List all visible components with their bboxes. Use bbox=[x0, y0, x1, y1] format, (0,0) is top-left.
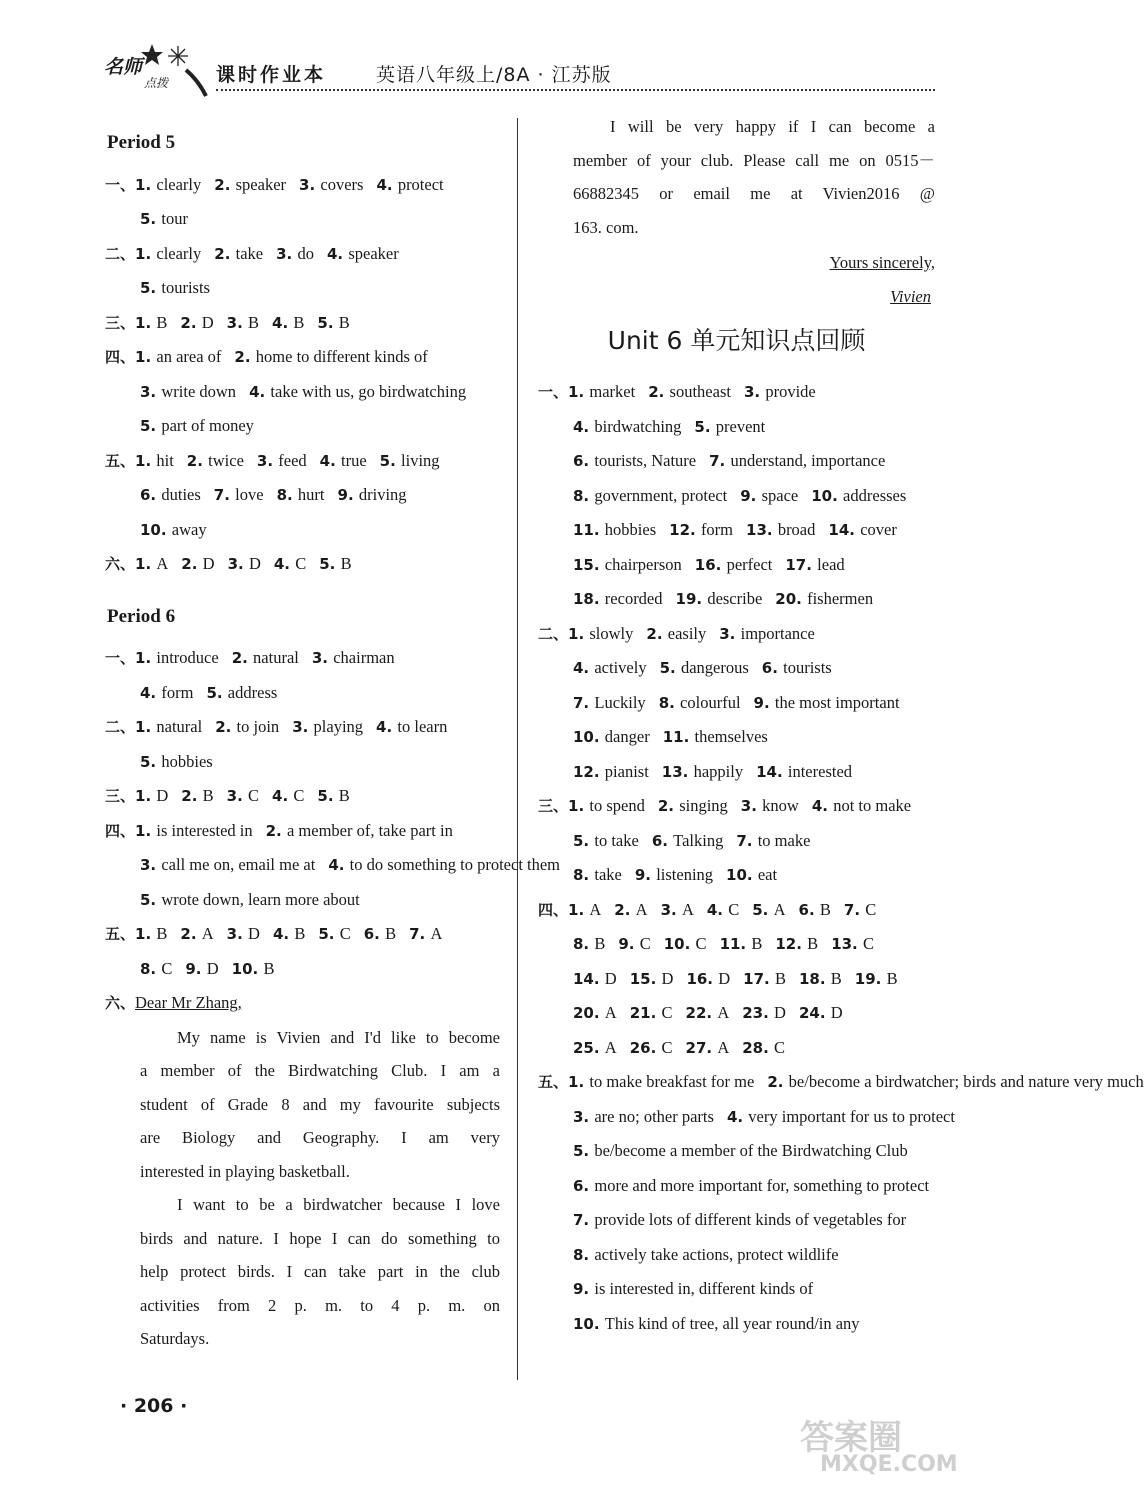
p6-section-5: 五、1. B 2. A 3. D 4. B 5. C 6. B 7. A 8. C 9. D 10. B bbox=[105, 924, 443, 978]
p6-section-2: 二、1. natural 2. to join 3. playing 4. to learn 5. hobbies bbox=[105, 717, 448, 771]
period-5-title: Period 5 bbox=[107, 132, 176, 153]
header-dotted-rule bbox=[216, 89, 935, 91]
letter-signature: Vivien bbox=[890, 286, 931, 306]
column-divider bbox=[517, 118, 518, 1380]
unit-6-review-title: Unit 6 单元知识点回顾 bbox=[607, 326, 866, 355]
p5-section-6: 六、1. A 2. D 3. D 4. C 5. B bbox=[105, 554, 352, 573]
letter-paragraph-2: I want to be a birdwatcher because I love birds and nature. I hope I can do something to help protect birds. I can take part in the club activities from 2 p. m. to 4 p. m. on Saturdays. bbox=[140, 1195, 500, 1348]
p5-section-3: 三、1. B 2. D 3. B 4. B 5. B bbox=[105, 312, 350, 332]
letter-paragraph-1: My name is Vivien and I'd like to become a member of the Birdwatching Club. I am a student of Grade 8 and my favourite subjects are Biology and Geography. I am very interested in playing basketball. bbox=[140, 1027, 500, 1181]
letter-salutation: Dear Mr Zhang, bbox=[135, 993, 242, 1012]
p6-section-3: 三、1. D 2. B 3. C 4. C 5. B bbox=[105, 786, 350, 805]
book-title: 英语八年级上/8A · 江苏版 bbox=[376, 64, 612, 86]
unit-section-4: 四、1. A 2. A 3. A 4. C 5. A 6. B 7. C 8. B 9. C 10. C 11. B 12. B 13. C 14. D 15. D 16. D 17. B 18. B 19. B 20. A 21. C 22. A 23. D 24. D 25. A 26. C 27. A 28. C bbox=[538, 899, 898, 1057]
p5-section-1: 一、1. clearly 2. speaker 3. covers 4. protect 5. tour bbox=[105, 174, 444, 228]
letter-closing: Yours sincerely, bbox=[829, 253, 935, 272]
p6-section-1: 一、1. introduce 2. natural 3. chairman 4. form 5. address bbox=[105, 648, 395, 702]
p6-section-4: 四、1. is interested in 2. a member of, take part in 3. call me on, email me at 4. to do something to protect them 5. wrote down, learn more about bbox=[105, 820, 561, 909]
unit-section-2: 二、1. slowly 2. easily 3. importance 4. actively 5. dangerous 6. tourists 7. Luckily 8. colourful 9. the most important 10. danger 11. themselves 12. pianist 13. happily 14. interested bbox=[538, 623, 900, 781]
p6-section-6-letter: 六、Dear Mr Zhang, My name is Vivien and I'd like to become a member of the Birdwatching Club. I am a student of Grade 8 and my favourite subjects are Biology and Geography. I am very interested in playing basketball. I want to be a birdwatcher because I love birds and nature. I hope I can do something to help protect birds. I can take part in the club activities from 2 p. m. to 4 p. m. on Saturdays. bbox=[105, 986, 500, 1356]
p5-section-5: 五、1. hit 2. twice 3. feed 4. true 5. living 6. duties 7. love 8. hurt 9. driving 10. away bbox=[105, 450, 440, 539]
p5-section-2: 二、1. clearly 2. take 3. do 4. speaker 5. tourists bbox=[105, 243, 399, 297]
unit-section-1: 一、1. market 2. southeast 3. provide 4. birdwatching 5. prevent 6. tourists, Nature 7. understand, importance 8. government, protect 9. space 10. addresses 11. hobbies 12. form 13. broad 14. cover 15. chairperson 16. perfect 17. lead 18. recorded 19. describe 20. fishermen bbox=[538, 382, 907, 608]
watermark-logo: 答案圈 bbox=[800, 1418, 902, 1458]
page-header bbox=[100, 40, 935, 100]
p5-section-4: 四、1. an area of 2. home to different kinds of 3. write down 4. take with us, go birdwatching 5. part of money bbox=[105, 347, 467, 435]
letter-paragraph-3: I will be very happy if I can become a member of your club. Please call me on 0515－ 66882345 or email me at Vivien2016 @ 163. com. bbox=[573, 117, 935, 237]
logo-text: 名师 bbox=[104, 56, 143, 78]
series-title: 课时作业本 bbox=[216, 64, 327, 86]
logo-subtext: 点拨 bbox=[144, 76, 169, 90]
unit-section-3: 三、1. to spend 2. singing 3. know 4. not to make 5. to take 6. Talking 7. to make 8. take 9. listening 10. eat bbox=[538, 796, 912, 884]
unit-section-5: 五、1. to make breakfast for me 2. be/become a birdwatcher; birds and nature very much 3. are no; other parts 4. very important for us to protect 5. be/become a member of the Birdwatching Club 6. more and more important for, something to protect 7. provide lots of different kinds of vegetables for 8. actively take actions, protect wildlife 9. is interested in, different kinds of 10. This kind of tree, all year round/in any bbox=[538, 1072, 1144, 1333]
page-number: · 206 · bbox=[120, 1395, 188, 1417]
right-column bbox=[538, 110, 1144, 1341]
left-column bbox=[105, 124, 561, 1356]
watermark-url: MXQE.COM bbox=[820, 1452, 958, 1477]
period-6-title: Period 6 bbox=[107, 605, 176, 627]
series-logo bbox=[100, 40, 210, 98]
